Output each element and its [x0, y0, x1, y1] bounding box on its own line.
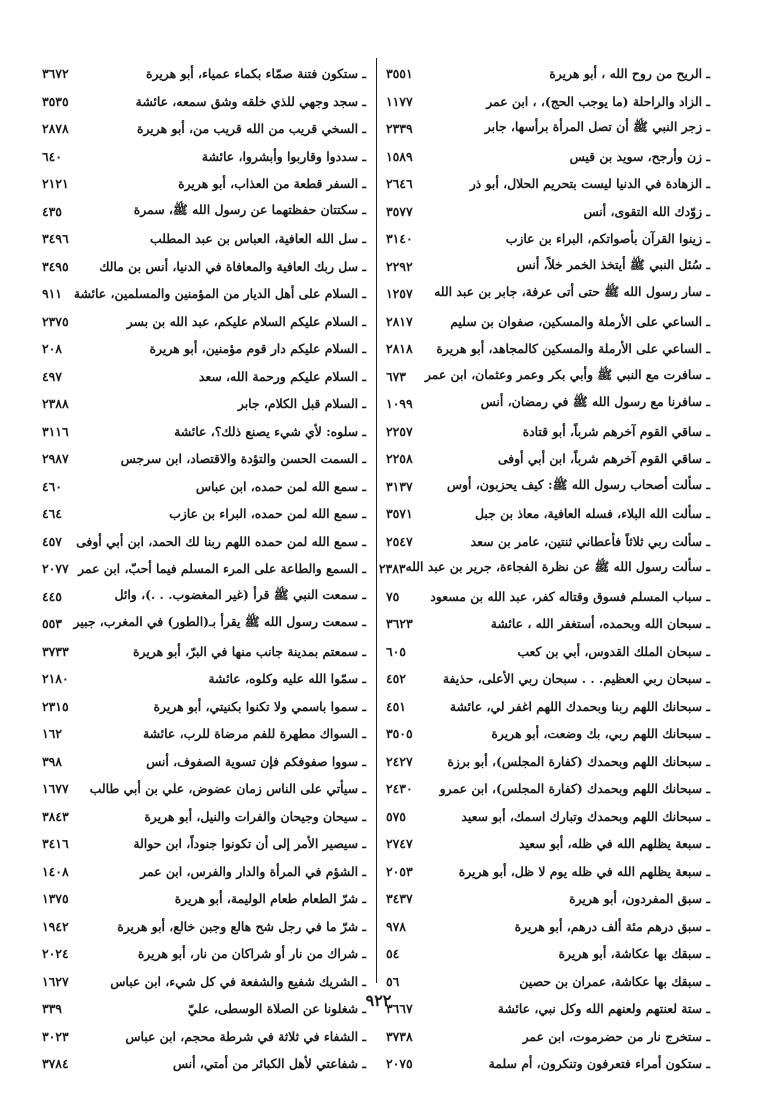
entry-number: ٢٨٧٨ [42, 121, 69, 137]
entry-number: ٣٦٦٧ [386, 1001, 413, 1017]
entry-number: ٢٣٨٣ [378, 561, 406, 577]
index-entry [40, 940, 366, 968]
entry-number: ٤٥٢ [386, 671, 406, 687]
index-entry [384, 88, 710, 116]
index-entry [384, 830, 710, 858]
entry-text: ـ السلام قبل الكلام، جابر [237, 396, 366, 412]
entry-text: ـ سمّوا الله عليه وكلوه، عائشة [208, 671, 366, 687]
index-entry [40, 583, 366, 611]
index-entry [40, 1050, 366, 1078]
entry-text: ـ سافرت مع النبي ﷺ وأبي بكر وعمر وعثمان، ابن عمر [424, 366, 710, 382]
entry-number: ٥٦ [386, 973, 400, 989]
entry-text: ـ سيأتي على الناس زمان عضوض، علي بن أبي طالب [89, 781, 366, 797]
entry-number: ٢٣٣٩ [386, 121, 413, 137]
entry-text: ـ السلام عليكم ورحمة الله، سعد [198, 368, 366, 384]
entry-number: ٣٤٩٦ [42, 231, 69, 247]
entry-number: ٢٥٤٧ [386, 533, 413, 549]
index-entry [384, 583, 710, 611]
index-entry [40, 363, 366, 391]
index-entry [40, 500, 366, 528]
entry-number: ٢٩٨٧ [42, 451, 69, 467]
entry-text: ـ شرّ ما في رجل شح هالع وجبن خالع، أبو هريرة [117, 918, 366, 934]
index-entry [384, 665, 710, 693]
entry-text: ـ سبحانك اللهم وبحمدك (كفارة المجلس)، ابن عمرو [439, 781, 710, 797]
entry-text: ـ سل ربك العافية والمعافاة في الدنيا، أنس بن مالك [99, 258, 366, 274]
index-entry [40, 335, 366, 363]
entry-text: ـ ساقي القوم آخرهم شرباً، ابن أبي أوفى [497, 451, 710, 467]
entry-number: ٢٤٣٠ [386, 781, 413, 797]
index-entry [384, 500, 710, 528]
entry-text: ـ الساعي على الأرملة والمسكين كالمجاهد، أبو هريرة [436, 341, 710, 357]
entry-text: ـ سمعت النبي ﷺ قرأ (غير المغضوب. . .)، وائل [114, 586, 366, 602]
entry-number: ١٠٩٩ [386, 396, 413, 412]
entry-number: ١٥٨٩ [386, 148, 413, 164]
entry-number: ٣٣٩ [42, 1001, 62, 1017]
entry-text: ـ زن وأرجح، سويد بن قيس [569, 148, 710, 164]
entry-text: ـ ستخرج نار من حضرموت، ابن عمر [522, 1028, 710, 1044]
entry-text: ـ سجد وجهي للذي خلقه وشق سمعه، عائشة [135, 93, 366, 109]
index-entry [384, 308, 710, 336]
index-entry [40, 390, 366, 418]
entry-text: ـ سبق المفردون، أبو هريرة [569, 891, 710, 907]
entry-number: ١٣٧٥ [42, 891, 69, 907]
entry-text: ـ السمع والطاعة على المرء المسلم فيما أحبّ، ابن عمر [78, 561, 366, 577]
index-entry [40, 225, 366, 253]
entry-number: ٤٥٧ [42, 533, 62, 549]
entry-text: ـ سبحان الملك القدوس، أبي بن كعب [517, 643, 710, 659]
index-entry [384, 775, 710, 803]
entry-text: ـ سبحانك اللهم وبحمدك (كفارة المجلس)، أبو برزة [447, 753, 710, 769]
entry-text: ـ سبقك بها عكاشة، أبو هريرة [558, 946, 710, 962]
index-entry [40, 445, 366, 473]
entry-text: ـ سبحان ربي العظيم. . . سبحان ربي الأعلى، حذيفة [442, 671, 710, 687]
entry-number: ٣٤١٦ [42, 836, 69, 852]
entry-number: ٣١٣٧ [386, 478, 413, 494]
entry-number: ١٦٢٧ [42, 973, 69, 989]
index-entry [384, 363, 710, 391]
index-entry [384, 390, 710, 418]
entry-number: ٢٧٤٧ [386, 836, 413, 852]
entry-number: ١٦٧٧ [42, 781, 69, 797]
entry-text: ـ سووا صفوفكم فإن تسوية الصفوف، أنس [146, 753, 366, 769]
entry-number: ١١٧٧ [386, 93, 413, 109]
entry-text: ـ سبقك بها عكاشة، عمران بن حصين [519, 973, 710, 989]
entry-text: ـ الريح من روح الله ، أبو هريرة [549, 66, 710, 82]
entry-text: ـ سُئل النبي ﷺ أيتخذ الخمر خلاً، أنس [516, 256, 710, 272]
index-entry [384, 198, 710, 226]
entry-number: ٢٢٥٧ [386, 423, 413, 439]
index-entry [384, 913, 710, 941]
entry-text: ـ سمعتم بمدينة جانب منها في البرّ، أبو هريرة [133, 643, 366, 659]
entry-number: ٥٧٥ [386, 808, 406, 824]
entry-text: ـ السفر قطعة من العذاب، أبو هريرة [178, 176, 366, 192]
entry-number: ٣٩٨ [42, 753, 62, 769]
entry-number: ٢٠٧٧ [42, 561, 69, 577]
index-entry [40, 418, 366, 446]
entry-number: ٩١١ [42, 286, 62, 302]
entry-text: ـ شغلونا عن الصلاة الوسطى، عليّ [187, 1001, 366, 1017]
entry-text: ـ الزاد والراحلة (ما يوجب الحج)، ، ابن عمر [486, 93, 710, 109]
entry-number: ٣٥٧٧ [386, 203, 413, 219]
entry-number: ٥٥٣ [42, 616, 62, 632]
entry-number: ٣٠٢٣ [42, 1028, 69, 1044]
index-entry [384, 748, 710, 776]
index-entry [384, 143, 710, 171]
entry-text: ـ سمع الله لمن حمده، البراء بن عازب [169, 506, 366, 522]
index-entry [40, 665, 366, 693]
entry-text: ـ سألت أصحاب رسول الله ﷺ: كيف يحزبون، أوس [446, 476, 710, 492]
entry-number: ٢٤٢٧ [386, 753, 413, 769]
index-entry [40, 60, 366, 88]
index-entry [384, 638, 710, 666]
page-number: ٩٢٢ [365, 991, 392, 1010]
entry-text: ـ ستكون فتنة صمّاء بكماء عمياء، أبو هريرة [145, 66, 366, 82]
entry-text: ـ السلام على أهل الديار من المؤمنين والمسلمين، عائشة [73, 286, 366, 302]
entry-number: ١٦٢ [42, 726, 62, 742]
entry-number: ٦٧٣ [386, 368, 406, 384]
entry-text: ـ شرّ الطعام طعام الوليمة، أبو هريرة [174, 891, 366, 907]
entry-number: ٢٨١٨ [386, 341, 413, 357]
index-entry [384, 253, 710, 281]
index-entry [40, 775, 366, 803]
entry-number: ٢٠٢٤ [42, 946, 69, 962]
index-entry [384, 473, 710, 501]
entry-text: ـ زوّدك الله التقوى، أنس [583, 203, 710, 219]
entry-number: ٦٤٠ [42, 148, 62, 164]
entry-number: ٣٦٢٣ [386, 616, 413, 632]
entry-number: ٢٢٥٨ [386, 451, 413, 467]
entry-number: ٥٤ [386, 946, 400, 962]
entry-text: ـ سار رسول الله ﷺ حتى أتى عرفة، جابر بن عبد الله [434, 284, 710, 300]
index-entry [384, 858, 710, 886]
index-entry [40, 858, 366, 886]
entry-number: ٤٥١ [386, 698, 406, 714]
entry-number: ٣٥٧١ [386, 506, 413, 522]
entry-text: ـ سيحان وجيحان والفرات والنيل، أبو هريرة [144, 808, 366, 824]
entry-text: ـ الساعي على الأرملة والمسكين، صفوان بن سليم [450, 313, 710, 329]
entry-number: ٣٦٧٢ [42, 66, 69, 82]
entry-number: ٢٣٨٨ [42, 396, 69, 412]
index-entry [384, 528, 710, 556]
index-entry [384, 335, 710, 363]
entry-number: ٢٣٧٥ [42, 313, 69, 329]
entry-number: ١٢٥٧ [386, 286, 413, 302]
entry-text: ـ ستكون أمراء فتعرفون وتنكرون، أم سلمة [488, 1056, 710, 1072]
index-entry [384, 1050, 710, 1078]
index-entry [40, 638, 366, 666]
index-entry [384, 885, 710, 913]
entry-number: ٣١١٦ [42, 423, 69, 439]
entry-text: ـ شراك من نار أو شراكان من نار، أبو هريرة [137, 946, 366, 962]
index-entry [384, 60, 710, 88]
entry-number: ٢٦٤٦ [386, 176, 413, 192]
entry-text: ـ سددوا وقاربوا وأبشروا، عائشة [201, 148, 366, 164]
index-entry [40, 803, 366, 831]
left-column [40, 60, 366, 1078]
index-entry [384, 610, 710, 638]
entry-text: ـ شفاعتي لأهل الكبائر من أمتي، أنس [172, 1056, 366, 1072]
entry-number: ٣٥٥١ [386, 66, 413, 82]
entry-number: ٢٣١٥ [42, 698, 69, 714]
index-entry [384, 280, 710, 308]
index-entry [40, 720, 366, 748]
entry-number: ٤٩٧ [42, 368, 62, 384]
index-entry [40, 198, 366, 226]
entry-text: ـ سكتتان حفظتهما عن رسول الله ﷺ، سمرة [133, 201, 366, 217]
entry-number: ٢٠٥٣ [386, 863, 413, 879]
entry-number: ٤٣٥ [42, 203, 62, 219]
entry-text: ـ الشريك شفيع والشفعة في كل شيء، ابن عباس [110, 973, 366, 989]
entry-number: ٢٨١٧ [386, 313, 413, 329]
entry-text: ـ سموا باسمي ولا تكنوا بكنيتي، أبو هريرة [153, 698, 366, 714]
index-entry [384, 803, 710, 831]
index-entry [384, 170, 710, 198]
entry-text: ـ سألت رسول الله ﷺ عن نظرة الفجاءة، جرير بن عبد الله [405, 559, 710, 575]
entry-number: ٣١٤٠ [386, 231, 413, 247]
entry-text: ـ سألت ربي ثلاثاً فأعطاني ثنتين، عامر بن سعد [470, 533, 710, 549]
entry-number: ٣٨٤٣ [42, 808, 69, 824]
entry-text: ـ الشفاء في ثلاثة في شرطة محجم، ابن عباس [125, 1028, 366, 1044]
index-entry [40, 610, 366, 638]
entry-text: ـ سبحان الله وبحمده، أستغفر الله ، عائشة [490, 616, 710, 632]
index-entry [40, 555, 366, 583]
entry-number: ٩٧٨ [386, 918, 406, 934]
entry-text: ـ سبعة يظلهم الله في ظله، أبو سعيد [519, 836, 710, 852]
index-entry [384, 225, 710, 253]
entry-number: ٣٧٣٨ [386, 1028, 413, 1044]
index-entry [40, 88, 366, 116]
index-entry [40, 885, 366, 913]
index-entry [40, 528, 366, 556]
entry-number: ٤٦٤ [42, 506, 62, 522]
column-divider [376, 58, 377, 983]
index-entry [40, 308, 366, 336]
entry-text: ـ السلام عليكم السلام عليكم، عبد الله بن بسر [126, 313, 366, 329]
entry-number: ٣٥٠٥ [386, 726, 413, 742]
entry-text: ـ زجر النبي ﷺ أن تصل المرأة برأسها، جابر [484, 119, 710, 135]
entry-text: ـ الشؤم في المرأة والدار والفرس، ابن عمر [140, 863, 366, 879]
index-entry [378, 555, 710, 583]
index-entry [40, 253, 366, 281]
entry-text: ـ سمع الله لمن حمده، ابن عباس [195, 478, 366, 494]
entry-text: ـ سبعة يظلهم الله في ظله يوم لا ظل، أبو هريرة [458, 863, 710, 879]
index-entry [384, 445, 710, 473]
entry-number: ٤٤٥ [42, 588, 62, 604]
index-entry [384, 115, 710, 143]
entry-text: ـ سباب المسلم فسوق وقتاله كفر، عبد الله بن مسعود [430, 588, 710, 604]
index-entry [40, 170, 366, 198]
entry-text: ـ السلام عليكم دار قوم مؤمنين، أبو هريرة [149, 341, 366, 357]
entry-number: ٧٥ [386, 588, 400, 604]
entry-text: ـ سمع الله لمن حمده اللهم ربنا لك الحمد، ابن أبي أوفى [76, 533, 366, 549]
entry-text: ـ سل الله العافية، العباس بن عبد المطلب [150, 231, 366, 247]
entry-text: ـ سبحانك اللهم ربنا وبحمدك اللهم اغفر لي، عائشة [449, 698, 710, 714]
entry-number: ٣٥٣٥ [42, 93, 69, 109]
index-entry [384, 1023, 710, 1051]
index-entry [40, 280, 366, 308]
entry-number: ٢١٢١ [42, 176, 69, 192]
entry-text: ـ السخي قريب من الله قريب من، أبو هريرة [136, 121, 366, 137]
entry-text: ـ ستة لعنتهم ولعنهم الله وكل نبي، عائشة [497, 1001, 710, 1017]
entry-number: ٣٧٨٤ [42, 1056, 69, 1072]
entry-number: ٢١٨٠ [42, 671, 69, 687]
index-entry [40, 748, 366, 776]
entry-text: ـ الزهادة في الدنيا ليست بتحريم الحلال، أبو ذر [469, 176, 710, 192]
entry-text: ـ السواك مطهرة للفم مرضاة للرب، عائشة [142, 726, 366, 742]
index-entry [40, 913, 366, 941]
entry-text: ـ السمت الحسن والتؤدة والاقتصاد، ابن سرجس [120, 451, 366, 467]
index-entry [384, 693, 710, 721]
entry-number: ٣٤٣٧ [386, 891, 413, 907]
entry-text: ـ سبق درهم مئة ألف درهم، أبو هريرة [514, 918, 710, 934]
entry-number: ١٤٠٨ [42, 863, 69, 879]
index-entry [40, 830, 366, 858]
entry-text: ـ سمعت رسول الله ﷺ يقرأ بـ(الطور) في المغرب، جبير [73, 614, 366, 630]
entry-text: ـ زينوا القرآن بأصواتكم، البراء بن عازب [505, 231, 710, 247]
entry-number: ١٩٤٢ [42, 918, 69, 934]
entry-text: ـ ساقي القوم آخرهم شرباً، أبو قتادة [522, 423, 710, 439]
entry-text: ـ سألت الله البلاء، فسله العافية، معاذ بن جبل [475, 506, 710, 522]
index-entry [40, 143, 366, 171]
entry-number: ٢٢٩٢ [386, 258, 413, 274]
entry-text: ـ سيصير الأمر إلى أن تكونوا جنوداً، ابن حوالة [133, 836, 366, 852]
entry-text: ـ سلوه: لأي شيء يصنع ذلك؟، عائشة [174, 423, 366, 439]
entry-text: ـ سافرنا مع رسول الله ﷺ في رمضان، أنس [480, 394, 710, 410]
entry-number: ٢٠٨ [42, 341, 62, 357]
entry-text: ـ سبحانك اللهم ربي، بك وضعت، أبو هريرة [491, 726, 710, 742]
index-entry [384, 418, 710, 446]
index-entry [40, 1023, 366, 1051]
index-entry [40, 473, 366, 501]
index-entry [384, 720, 710, 748]
entry-text: ـ سبحانك اللهم وبحمدك وتبارك اسمك، أبو سعيد [461, 808, 710, 824]
index-entry [40, 115, 366, 143]
entry-number: ٤٦٠ [42, 478, 62, 494]
entry-number: ٣٤٩٥ [42, 258, 69, 274]
entry-number: ٢٠٧٥ [386, 1056, 413, 1072]
entry-number: ٦٠٥ [386, 643, 406, 659]
index-entry [384, 940, 710, 968]
entry-number: ٣٧٣٣ [42, 643, 69, 659]
index-entry [40, 693, 366, 721]
